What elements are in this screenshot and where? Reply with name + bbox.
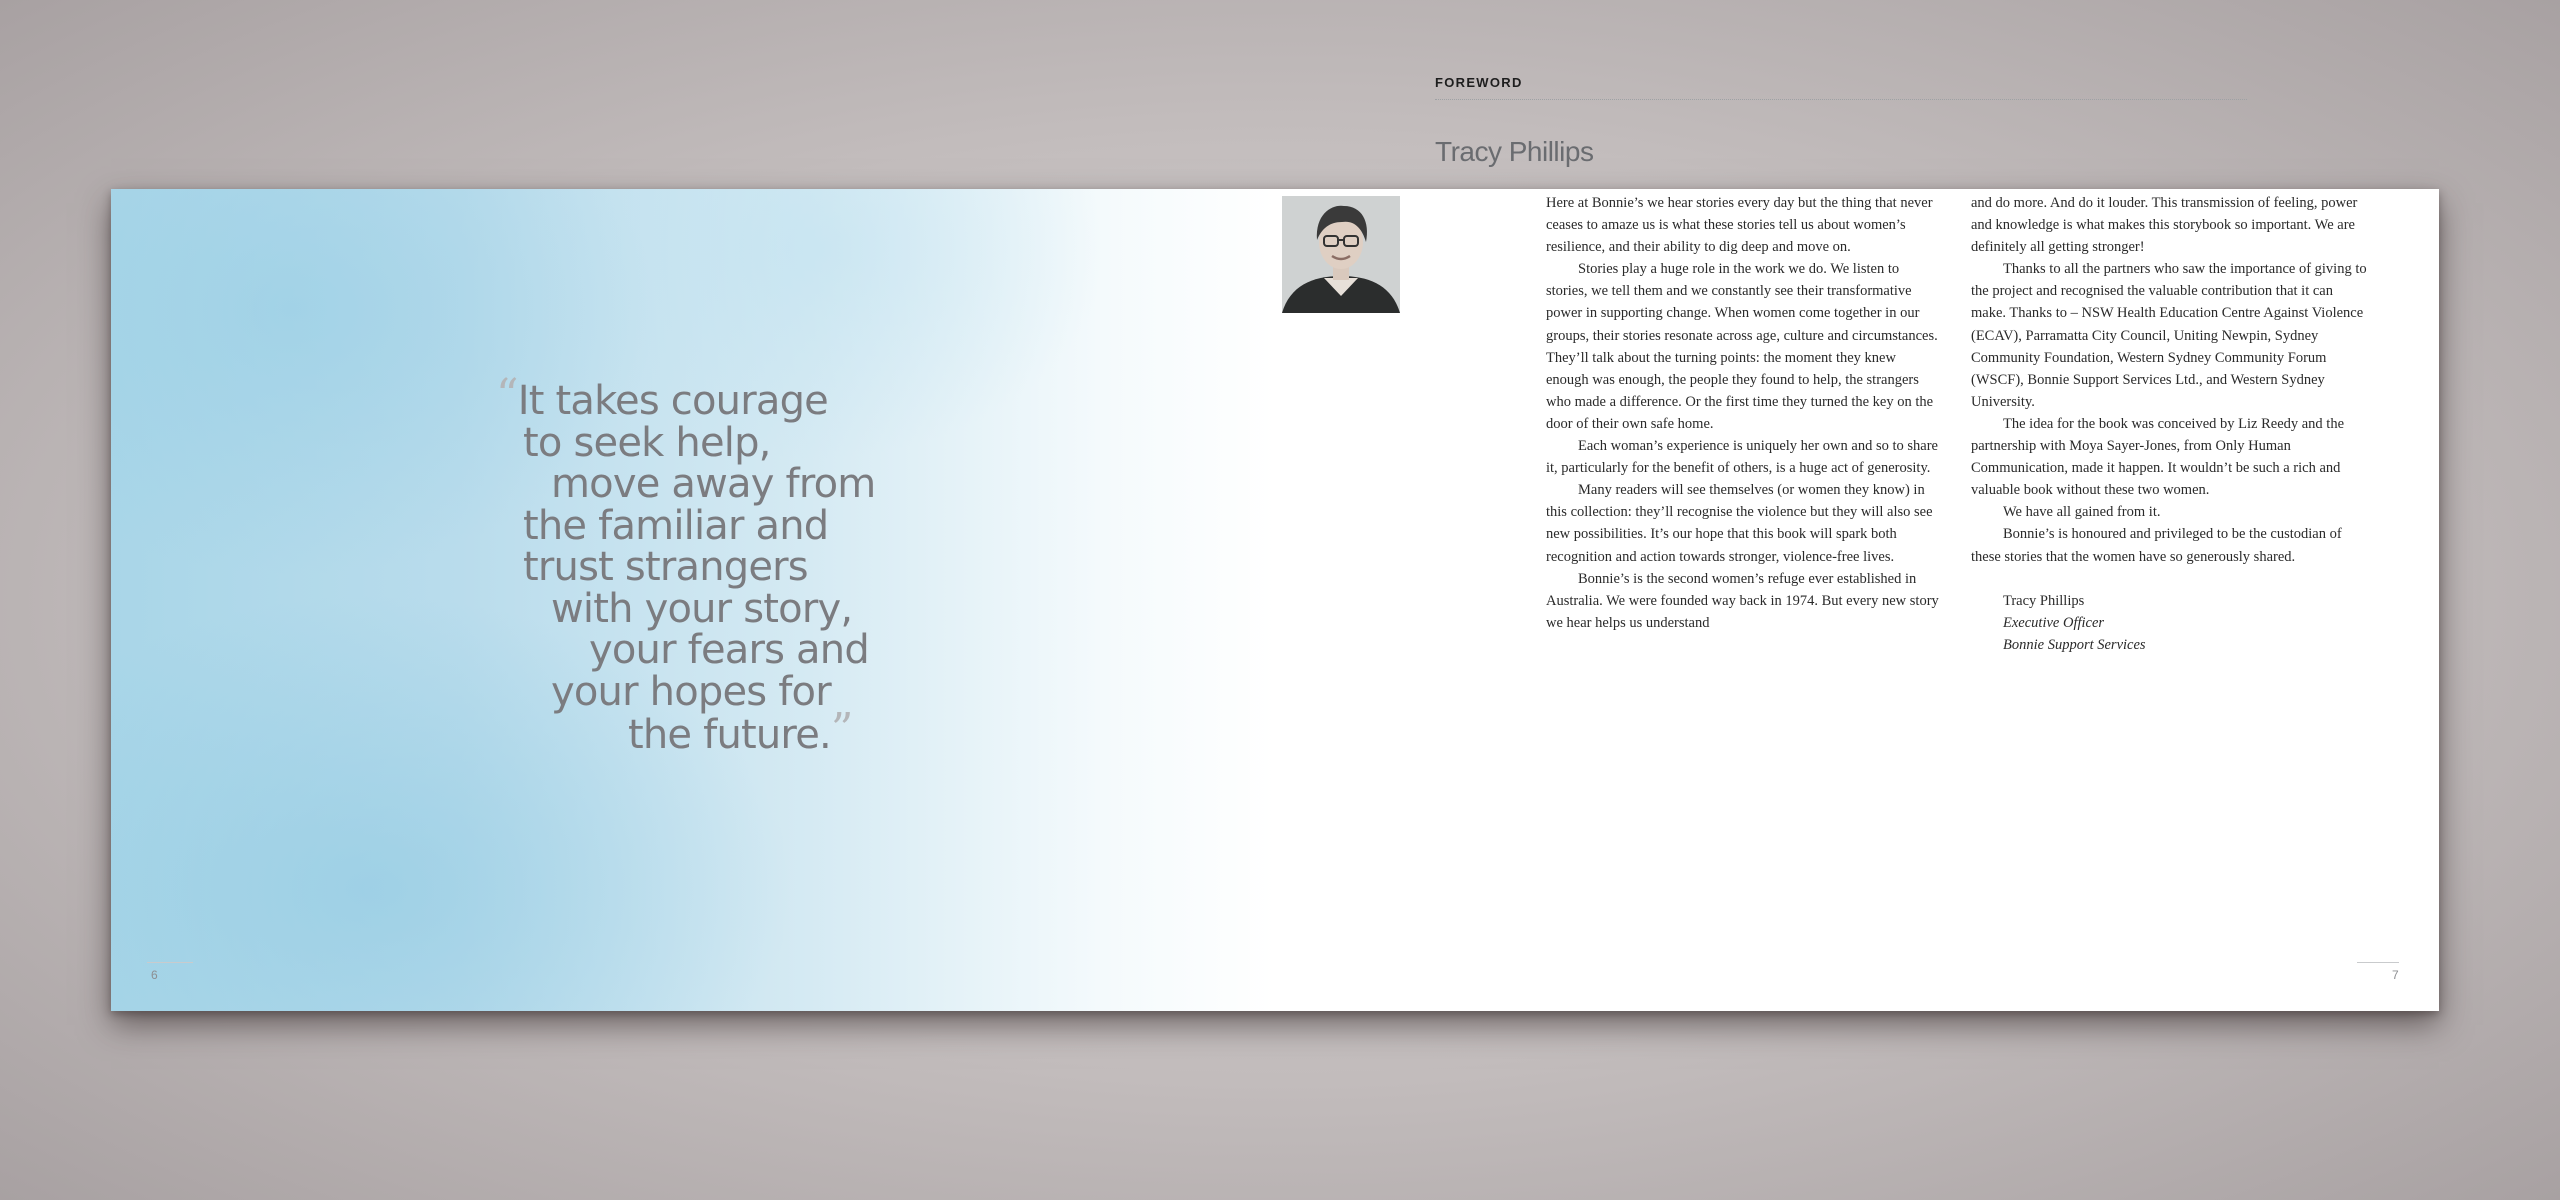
paragraph: Many readers will see themselves (or women they know) in this collection: they’ll recognise the violence but they will also see new possibilities. It’s our hope that this book will spark both recognition and action towards stronger, violence-free lives. — [1546, 482, 1933, 565]
quote-line: trust strangers — [523, 544, 808, 590]
author-portrait — [1282, 196, 1400, 313]
quote-line: move away from — [551, 461, 876, 507]
quote-line: the future.” — [628, 704, 853, 758]
paragraph: Bonnie’s is honoured and privileged to be the custodian of these stories that the women have so generously shared. — [1971, 526, 2342, 565]
left-page — [111, 189, 1275, 1011]
paragraph: and do more. And do it louder. This transmission of feeling, power and knowledge is what makes this storybook so important. We are definitely all getting stronger! — [1971, 195, 2358, 256]
quote-line: the familiar and — [523, 502, 829, 549]
page-number-rule — [2357, 962, 2399, 963]
paragraph: Each woman’s experience is uniquely her own and so to share it, particularly for the benefit of others, is a huge act of generosity. — [1546, 438, 1938, 477]
signature-title: Executive Officer — [2003, 614, 2105, 631]
signature-organisation: Bonnie Support Services — [2003, 636, 2146, 653]
foreword-column-1 — [1546, 192, 1941, 634]
close-quote-mark: ” — [830, 704, 853, 755]
paragraph: We have all gained from it. — [2003, 504, 2161, 521]
page-number-right: 7 — [2392, 968, 2399, 982]
portrait-image — [1282, 196, 1400, 313]
paragraph: The idea for the book was conceived by Liz Reedy and the partnership with Moya Sayer-Jones, from Only Human Communication, made it happen. It wouldn’t be such a rich and valuable book without these two women. — [1971, 415, 2345, 499]
section-label: FOREWORD — [1435, 75, 1523, 90]
quote-line: your fears and — [589, 627, 869, 673]
open-quote-mark: “ — [496, 370, 518, 421]
paragraph: Here at Bonnie’s we hear stories every day but the thing that never ceases to amaze us is what these stories tell us about women’s resilience, and their ability to dig deep and move on. — [1546, 195, 1933, 256]
paragraph: Bonnie’s is the second women’s refuge ever established in Australia. We were founded way back in 1974. But every new story we hear helps us understand — [1546, 570, 1939, 631]
page-number-rule — [147, 962, 193, 963]
section-divider — [1435, 99, 2247, 100]
quote-line: “It takes courage — [496, 370, 828, 424]
quote-line: with your story, — [551, 585, 853, 632]
paragraph: Stories play a huge role in the work we do. We listen to stories, we tell them and we constantly see their transformative power in supporting change. When women come together in our groups, their stories resonate across age, culture and circumstances. They’ll talk about the turning points: the moment they knew enough was enough, the people they found to help, the strangers who made a difference. Or the first time they turned the key on the door of their own safe home. — [1546, 261, 1938, 432]
author-heading: Tracy Phillips — [1435, 136, 1594, 167]
paragraph: Thanks to all the partners who saw the importance of giving to the project and recognised the valuable contribution that it can make. Thanks to – NSW Health Education Centre Against Violence (ECAV), Parramatta City Council, Uniting Newpin, Sydney Community Foundation, Western Sydney Community Forum (WSCF), Bonnie Support Services Ltd., and Western Sydney University. — [1971, 261, 2367, 410]
quote-line: your hopes for — [551, 668, 831, 715]
pull-quote — [496, 370, 1016, 758]
signature-name: Tracy Phillips — [2003, 592, 2085, 609]
page-number-left: 6 — [151, 968, 158, 982]
quote-line: to seek help, — [523, 419, 771, 466]
foreword-column-2 — [1971, 192, 2371, 656]
